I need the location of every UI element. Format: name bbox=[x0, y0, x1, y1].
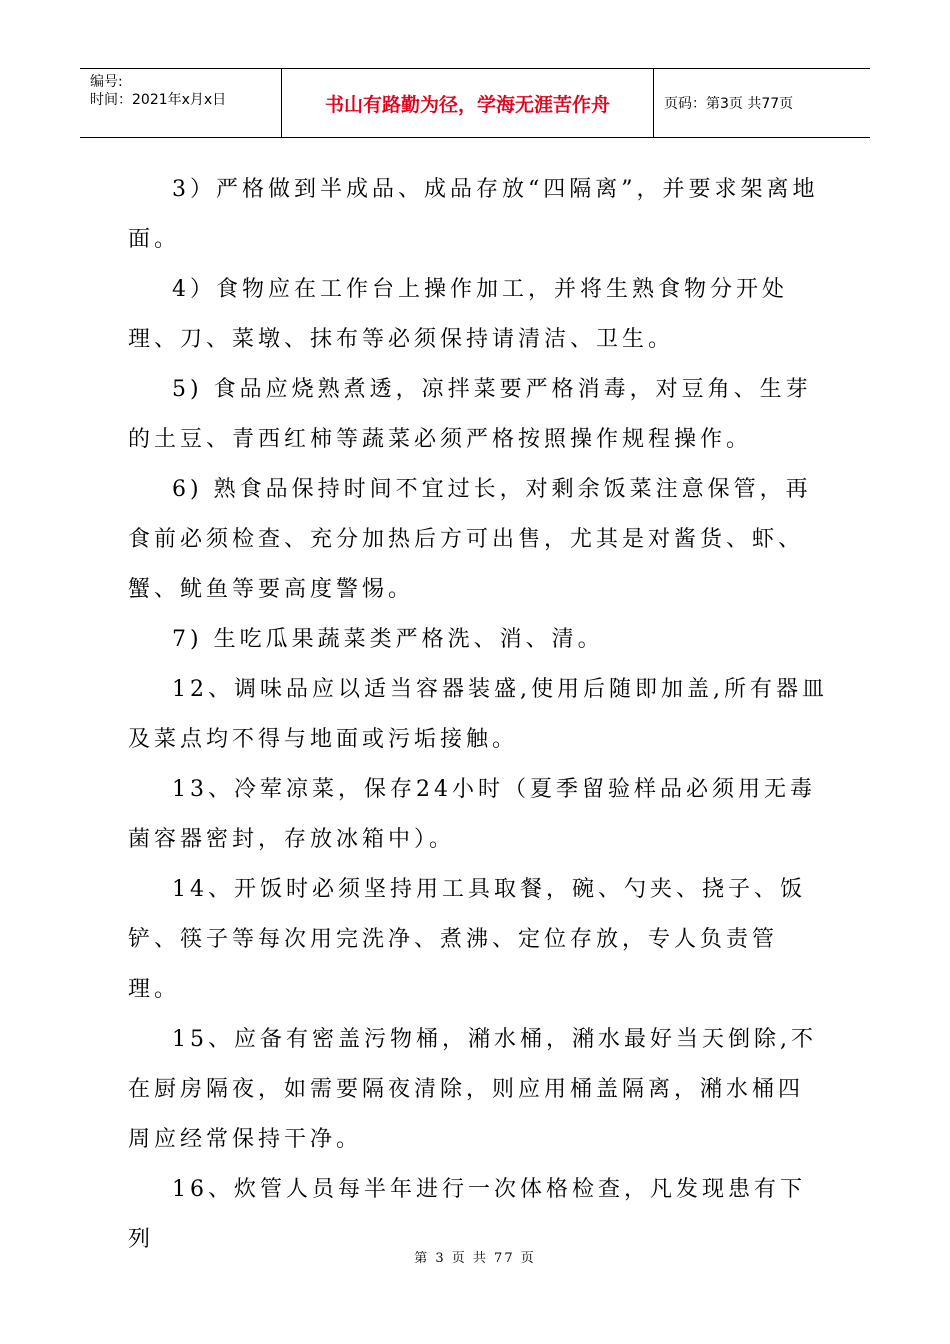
paragraph: 4）食物应在工作台上操作加工，并将生熟食物分开处理、刀、菜墩、抹布等必须保持请清洁、卫生。 bbox=[128, 277, 788, 352]
paragraph: 13、冷荤凉菜，保存24小时（夏季留验样品必须用无毒菌容器密封，存放冰箱中）。 bbox=[128, 777, 816, 852]
paragraph: 16、炊管人员每半年进行一次体格检查，凡发现患有下列 bbox=[128, 1177, 806, 1252]
page-info-cell bbox=[654, 69, 870, 137]
header-table bbox=[80, 68, 870, 138]
paragraph: 3）严格做到半成品、成品存放“四隔离”，并要求架离地面。 bbox=[128, 177, 819, 252]
paragraph: 15、应备有密盖污物桶，潲水桶，潲水最好当天倒除,不在厨房隔夜，如需要隔夜清除，则应用桶盖隔离，潲水桶四周应经常保持干净。 bbox=[128, 1027, 817, 1152]
motto-cell bbox=[282, 69, 654, 137]
paragraph: 14、开饭时必须坚持用工具取餐，碗、勺夹、挠子、饭铲、筷子等每次用完洗净、煮沸、定位存放，专人负责管理。 bbox=[128, 877, 806, 1002]
time-label: 时间：2021年x月x日 bbox=[90, 92, 227, 108]
paragraph: 7) 生吃瓜果蔬菜类严格洗、消、清。 bbox=[172, 627, 604, 652]
document-body bbox=[128, 165, 828, 1265]
number-label: 编号: bbox=[90, 74, 123, 90]
paragraph: 12、调味品应以适当容器装盛,使用后随即加盖,所有器皿及菜点均不得与地面或污垢接触。 bbox=[128, 677, 828, 752]
page-footer: 第 3 页 共 77 页 bbox=[414, 1251, 536, 1266]
paragraph: 5) 食品应烧熟煮透，凉拌菜要严格消毒，对豆角、生芽的土豆、青西红柿等蔬菜必须严格按照操作规程操作。 bbox=[128, 377, 812, 452]
paragraph: 6) 熟食品保持时间不宜过长，对剩余饭菜注意保管，再食前必须检查、充分加热后方可出售，尤其是对酱货、虾、蟹、鱿鱼等要高度警惕。 bbox=[128, 477, 812, 602]
page-info-text: 页码：第3页 共77页 bbox=[664, 96, 794, 112]
header-meta-cell bbox=[80, 69, 282, 137]
motto-text: 书山有路勤为径，学海无涯苦作舟 bbox=[324, 93, 610, 116]
